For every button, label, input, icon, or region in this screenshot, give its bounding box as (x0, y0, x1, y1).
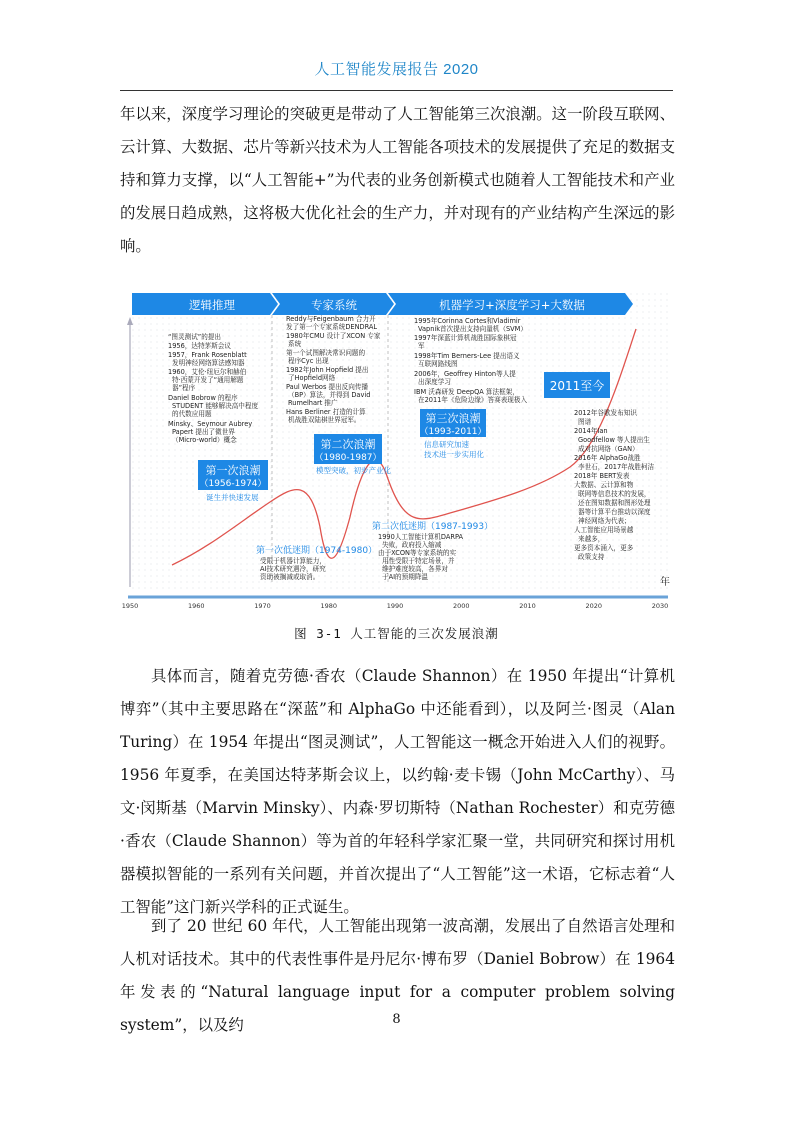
svg-text:1990人工智能计算机DARPA: 1990人工智能计算机DARPA (378, 533, 464, 541)
svg-text:1998年Tim Berners-Lee 提出语义: 1998年Tim Berners-Lee 提出语义 (414, 352, 520, 360)
svg-text:了Hopfield网络: 了Hopfield网络 (288, 374, 336, 382)
svg-text:1956，达特茅斯会议: 1956，达特茅斯会议 (168, 342, 231, 350)
svg-text:器等计算平台推动以深度: 器等计算平台推动以深度 (578, 508, 651, 516)
svg-text:神经网络为代表；: 神经网络为代表； (578, 517, 631, 525)
svg-text:“图灵测试”的提出: “图灵测试”的提出 (168, 333, 221, 341)
badge-2011-label: 2011至今 (549, 379, 605, 393)
wave-3-note-2: 技术进一步实用化 (424, 450, 484, 459)
svg-text:1957，Frank Rosenblatt: 1957，Frank Rosenblatt (168, 351, 247, 359)
year-tick-label: 1990 (386, 602, 404, 610)
svg-text:Papert 提出了微世界: Papert 提出了微世界 (172, 428, 235, 436)
svg-text:Minsky、Seymour Aubrey: Minsky、Seymour Aubrey (168, 420, 253, 428)
svg-text:图谱: 图谱 (578, 418, 592, 426)
svg-text:特·西蒙开发了“通用解题: 特·西蒙开发了“通用解题 (172, 376, 244, 384)
paragraph-1: 年以来，深度学习理论的突破更是带动了人工智能第三次浪潮。这一阶段互联网、云计算、大数据、芯片等新兴技术为人工智能各项技术的发展提供了充足的数据支持和算力支撑，以“人工智能+”为代表的业务创新模式也随着人工智能技术和产业的发展日趋成熟，这将极大优化社会的生产力，并对现有的产业结构产生深远的影响。 (120, 105, 675, 255)
svg-text:的代数应用题: 的代数应用题 (172, 410, 212, 418)
svg-text:器”程序: 器”程序 (172, 384, 196, 392)
svg-text:Reddy与Feigenbaum 合力开: Reddy与Feigenbaum 合力开 (286, 315, 376, 323)
paragraph-2: 具体而言，随着克劳德·香农（Claude Shannon）在 1950 年提出“计算机博弈”（其中主要思路在“深蓝”和 AlphaGo 中还能看到），以及阿兰·图灵（Alan Turing）在 1954 年提出“图灵测试”，人工智能这一概念开始进入人们的视野。1956 年夏季，在美国达特茅斯会议上，以约翰·麦卡锡（John McCarthy）、马文·闵斯基（Marvin Minsky）、内森·罗切斯特（Nathan Rochester）和克劳德·香农（Claude Shannon）等为首的年轻科学家汇聚一堂，共同研究和探讨用机器模拟智能的一系列有关问题，并首次提出了“人工智能”这一术语，它标志着“人工智能”这门新兴学科的正式诞生。 (120, 667, 675, 916)
year-tick-label: 1960 (187, 602, 205, 610)
svg-text:Goodfellow 等人提出生: Goodfellow 等人提出生 (578, 436, 650, 444)
svg-text:发了第一个专家系统DENDRAL: 发了第一个专家系统DENDRAL (286, 323, 378, 331)
svg-text:李世石，2017年战胜柯洁: 李世石，2017年战胜柯洁 (578, 463, 655, 471)
wave-2-period: （1980-1987） (314, 453, 382, 463)
year-ticks (122, 602, 669, 610)
wave-3-note-1: 信息研究加速 (424, 440, 469, 449)
svg-text:2012年谷歌发布知识: 2012年谷歌发布知识 (574, 409, 637, 417)
svg-text:发明神经网络算法感知器: 发明神经网络算法感知器 (172, 359, 245, 367)
svg-text:2006年，Geoffrey Hinton等人提: 2006年，Geoffrey Hinton等人提 (414, 370, 516, 378)
wave-chart (120, 287, 673, 614)
svg-text:互联网路线图: 互联网路线图 (418, 360, 458, 368)
svg-text:AI技术研究遇冷，研究: AI技术研究遇冷，研究 (260, 565, 326, 573)
figure-caption: 图 3-1 人工智能的三次发展浪潮 (294, 626, 499, 641)
year-tick-label: 2000 (452, 602, 470, 610)
wave-figure (120, 287, 673, 614)
trough-2-label: 第二次低迷期（1987-1993） (372, 522, 494, 532)
svg-text:人工智能应用场景越: 人工智能应用场景越 (574, 526, 634, 534)
svg-text:更多资本涌入，更多: 更多资本涌入，更多 (574, 544, 634, 552)
header-rule (120, 90, 673, 91)
svg-text:Rumelhart 推广: Rumelhart 推广 (288, 399, 338, 407)
svg-text:Hans Berliner 打造的计算: Hans Berliner 打造的计算 (286, 408, 366, 416)
wave-3-period: （1993-2011） (419, 427, 487, 437)
stage-2-label: 专家系统 (311, 298, 357, 312)
trough-1-label: 第一次低迷期（1974-1980） (256, 546, 378, 556)
svg-text:维护难度较高，各界对: 维护难度较高，各界对 (382, 565, 448, 573)
wave-3-title: 第三次浪潮 (425, 412, 481, 425)
stage-3-label: 机器学习+深度学习+大数据 (439, 298, 585, 312)
svg-text:机战胜双陆棋世界冠军。: 机战胜双陆棋世界冠军。 (288, 416, 361, 424)
year-tick-label: 2010 (519, 602, 536, 610)
stage-1-label: 逻辑推理 (189, 298, 235, 312)
svg-text:（BP）算法，并得到 David: （BP）算法，并得到 David (288, 391, 371, 399)
svg-text:1997年深蓝计算机战胜国际象棋冠: 1997年深蓝计算机战胜国际象棋冠 (414, 334, 517, 342)
wave-2-title: 第二次浪潮 (320, 438, 376, 451)
svg-text:失败，政府投入缩减: 失败，政府投入缩减 (382, 541, 442, 549)
svg-text:程序Cyc 出现: 程序Cyc 出现 (288, 357, 329, 365)
wave-1-note: 诞生并快速发展 (206, 493, 259, 502)
page-number: 8 (392, 1012, 401, 1027)
year-tick-label: 1980 (320, 602, 338, 610)
svg-text:2018年 BERT发表: 2018年 BERT发表 (574, 472, 630, 480)
paragraph-3: 到了 20 世纪 60 年代，人工智能出现第一波高潮，发展出了自然语言处理和人机对话技术。其中的代表性事件是丹尼尔·博布罗（Daniel Bobrow）在 1964 年发表的“Natural language input for a computer problem solving system”，以及约 (120, 917, 675, 1034)
svg-text:2016年 AlphaGo战胜: 2016年 AlphaGo战胜 (574, 454, 641, 462)
year-tick-label: 1950 (121, 602, 139, 610)
page-header: 人工智能发展报告 2020 (314, 61, 479, 78)
svg-text:还在图知数据和图形处理: 还在图知数据和图形处理 (578, 499, 651, 507)
svg-text:第一个试图解决常识问题的: 第一个试图解决常识问题的 (286, 349, 366, 357)
year-tick-label: 1970 (254, 602, 271, 610)
svg-text:1995年Corinna Cortes和Vladimir: 1995年Corinna Cortes和Vladimir (414, 317, 521, 325)
svg-text:1960，艾伦·纽厄尔和赫伯: 1960，艾伦·纽厄尔和赫伯 (168, 368, 247, 376)
svg-text:成对抗网络（GAN）: 成对抗网络（GAN） (578, 445, 639, 453)
svg-text:在2011年《危险边缘》答赛表现极入: 在2011年《危险边缘》答赛表现极入 (418, 396, 528, 404)
svg-text:于AI的预期降温: 于AI的预期降温 (382, 573, 429, 581)
svg-text:用性受限于特定场景，并: 用性受限于特定场景，并 (382, 557, 455, 565)
svg-text:大数据、云计算和物: 大数据、云计算和物 (574, 481, 634, 489)
year-tick-label: 2020 (585, 602, 603, 610)
svg-text:由于XCON等专家系统的实: 由于XCON等专家系统的实 (378, 549, 457, 557)
svg-text:联网等信息技术的发展，: 联网等信息技术的发展， (578, 490, 651, 498)
year-tick-label: 2030 (651, 602, 669, 610)
svg-text:IBM 沃森研发 DeepQA 算法框架，: IBM 沃森研发 DeepQA 算法框架， (414, 388, 519, 396)
svg-text:来越多，: 来越多， (578, 535, 605, 543)
svg-text:Vapnik首次提出支持向量机（SVM）: Vapnik首次提出支持向量机（SVM） (418, 325, 527, 333)
svg-text:1982年John Hopfield 提出: 1982年John Hopfield 提出 (286, 366, 369, 374)
svg-text:Daniel Bobrow 的程序: Daniel Bobrow 的程序 (168, 394, 238, 402)
svg-text:Paul Werbos 提出反向传播: Paul Werbos 提出反向传播 (286, 383, 369, 391)
wave-1-period: （1956-1974） (199, 479, 267, 489)
svg-text:系统: 系统 (288, 340, 302, 348)
svg-text:STUDENT 能够解决高中程度: STUDENT 能够解决高中程度 (172, 402, 259, 410)
svg-text:2014年Ian: 2014年Ian (574, 427, 608, 435)
svg-text:受限于机器计算能力，: 受限于机器计算能力， (260, 557, 326, 565)
year-axis-label: 年 (660, 577, 670, 588)
svg-text:1980年CMU 设计了XCON 专家: 1980年CMU 设计了XCON 专家 (286, 332, 381, 340)
svg-text:资助被搁减或取消。: 资助被搁减或取消。 (260, 573, 320, 581)
svg-text:政策支持: 政策支持 (578, 553, 605, 561)
notes-trough-1 (260, 556, 326, 581)
svg-text:出深度学习: 出深度学习 (418, 378, 451, 386)
wave-1-title: 第一次浪潮 (205, 464, 261, 477)
svg-text:军: 军 (418, 342, 425, 350)
wave-2-note: 模型突破，初步产业化 (316, 466, 391, 475)
svg-text:（Micro-world）概念: （Micro-world）概念 (172, 436, 237, 444)
